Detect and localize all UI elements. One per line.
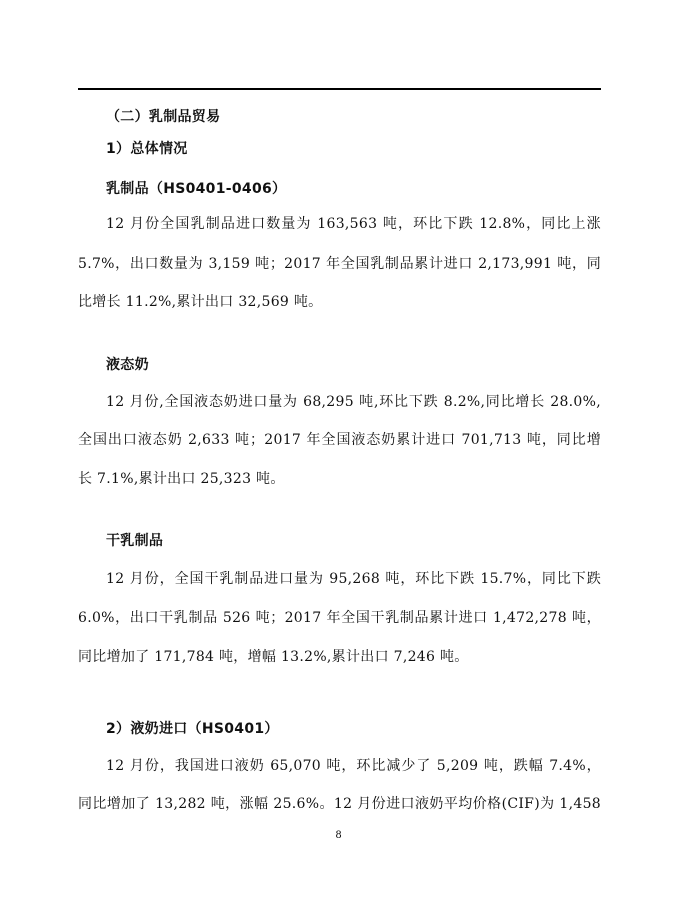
dry-dairy-heading: 干乳制品 [106,533,164,549]
liquid-import-heading: 2）液奶进口（HS0401） [106,721,279,737]
section-subtitle: 1）总体情况 [106,141,188,157]
dry-dairy-paragraph-line: 6.0%，出口干乳制品 526 吨；2017 年全国干乳制品累计进口 1,472,278 吨， [78,610,601,626]
section-title: （二）乳制品贸易 [106,109,221,125]
dairy-heading: 乳制品（HS0401-0406） [106,181,287,197]
dairy-paragraph-line: 比增长 11.2%,累计出口 32,569 吨。 [78,294,323,310]
page-number: 8 [335,830,342,841]
liquid-milk-paragraph-line: 全国出口液态奶 2,633 吨；2017 年全国液态奶累计进口 701,713 吨，同比增 [78,432,601,448]
liquid-milk-paragraph-line: 12 月份,全国液态奶进口量为 68,295 吨,环比下跌 8.2%,同比增长 28.0%, [106,394,601,410]
liquid-import-paragraph-line: 12 月份，我国进口液奶 65,070 吨，环比减少了 5,209 吨，跌幅 7.4%， [106,758,601,774]
liquid-import-paragraph-line: 同比增加了 13,282 吨，涨幅 25.6%。12 月份进口液奶平均价格(CIF)为 1,458 [78,796,601,812]
dairy-paragraph-line: 5.7%，出口数量为 3,159 吨；2017 年全国乳制品累计进口 2,173,991 吨，同 [78,256,601,272]
header-rule [78,88,601,90]
liquid-milk-paragraph-line: 长 7.1%,累计出口 25,323 吨。 [78,471,285,487]
dairy-paragraph-line: 12 月份全国乳制品进口数量为 163,563 吨，环比下跌 12.8%，同比上涨 [106,216,601,232]
dry-dairy-paragraph-line: 同比增加了 171,784 吨，增幅 13.2%,累计出口 7,246 吨。 [78,649,469,665]
dry-dairy-paragraph-line: 12 月份，全国干乳制品进口量为 95,268 吨，环比下跌 15.7%，同比下跌 [106,571,601,587]
liquid-milk-heading: 液态奶 [106,357,149,373]
